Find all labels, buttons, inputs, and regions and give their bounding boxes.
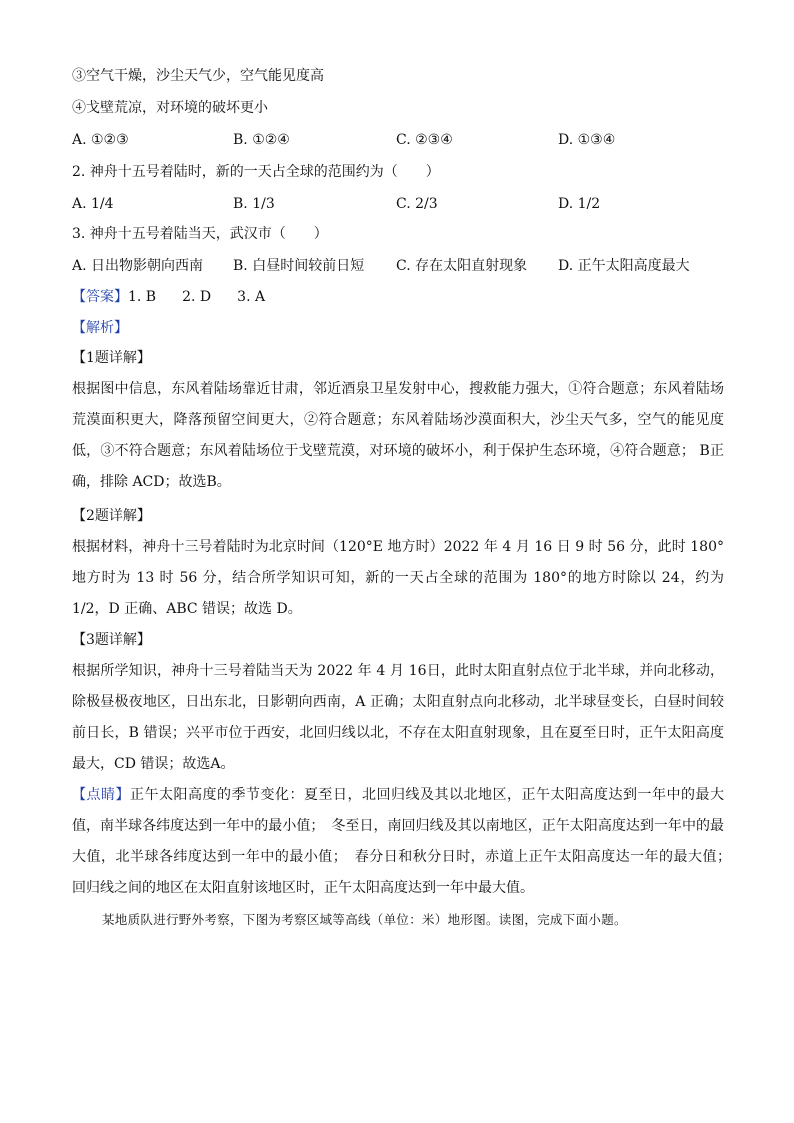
q2-option-c: C. 2/3 xyxy=(396,196,438,212)
analysis-label: 【解析】 xyxy=(72,320,128,336)
q3-option-a: A. 日出物影朝向西南 xyxy=(72,258,204,274)
detail-1-text: 根据图中信息，东风着陆场靠近甘肃，邻近酒泉卫星发射中心，搜救能力强大，①符合题意；东风着陆场荒漠面积更大，降落预留空间更大，②符合题意；东风着陆场沙漠面积大，沙尘天气多，空气的能见度低，③不符合题意；东风着陆场位于戈壁荒漠，对环境的破坏小，利于保护生态环境，④符合题意； B正确，排除 ACD；故选B。 xyxy=(72,381,724,490)
answer-label: 【答案】 xyxy=(72,289,128,305)
tip-label: 【点睛】 xyxy=(72,787,130,803)
q2-option-d: D. 1/2 xyxy=(558,196,601,212)
q2-option-a: A. 1/4 xyxy=(72,196,114,212)
q1-option-a: A. ①②③ xyxy=(72,132,129,148)
q3-stem: 3. 神舟十五号着陆当天，武汉市（ ） xyxy=(72,226,328,242)
q1-item-4: ④戈壁荒凉，对环境的破坏更小 xyxy=(72,100,268,116)
q2-stem: 2. 神舟十五号着陆时，新的一天占全球的范围约为（ ） xyxy=(72,164,440,180)
q2-option-b: B. 1/3 xyxy=(233,196,275,212)
q3-option-d: D. 正午太阳高度最大 xyxy=(558,258,690,274)
detail-3-text: 根据所学知识，神舟十三号着陆当天为 2022 年 4 月 16日，此时太阳直射点位于北半球，并向北移动，除极昼极夜地区，日出东北，日影朝向西南，A 正确；太阳直射点向北移动，北半球昼变长，白昼时间较前日长，B 错误；兴平市位于西安，北回归线以北，不存在太阳直射现象，且在夏至日时，正午太阳高度最大，CD 错误；故选A。 xyxy=(72,663,724,772)
q1-item-3: ③空气干燥，沙尘天气少，空气能见度高 xyxy=(72,68,324,84)
detail-2-label: 【2题详解】 xyxy=(72,508,151,524)
next-question-intro: 某地质队进行野外考察，下图为考察区域等高线（单位：米）地形图。读图，完成下面小题。 xyxy=(102,912,627,927)
q1-option-b: B. ①②④ xyxy=(233,132,290,148)
q1-option-d: D. ①③④ xyxy=(558,132,616,148)
detail-1-label: 【1题详解】 xyxy=(72,350,151,366)
answer-3: 3. A xyxy=(237,289,266,305)
answer-2: 2. D xyxy=(182,289,212,305)
q3-option-c: C. 存在太阳直射现象 xyxy=(396,258,528,274)
tip-block xyxy=(72,780,738,904)
answer-1: 1. B xyxy=(128,289,157,305)
tip-text: 正午太阳高度的季节变化：夏至日，北回归线及其以北地区，正午太阳高度达到一年中的最大值，南半球各纬度达到一年中的最小值； 冬至日，南回归线及其以南地区，正午太阳高度达到一年中的最大值，北半球各纬度达到一年中的最小值； 春分日和秋分日时，赤道上正午太阳高度达一年的最大值； 回归线之间的地区在太阳直射该地区时，正午太阳高度达到一年中最大值。 xyxy=(72,787,738,896)
detail-3-label: 【3题详解】 xyxy=(72,632,151,648)
q1-option-c: C. ②③④ xyxy=(396,132,453,148)
answer-line xyxy=(72,287,265,307)
q3-option-b: B. 白昼时间较前日短 xyxy=(233,258,365,274)
detail-2-text: 根据材料，神舟十三号着陆时为北京时间（120°E 地方时）2022 年 4 月 16 日 9 时 56 分，此时 180°地方时为 13 时 56 分，结合所学知识可知，新的一天占全球的范围为 180°的地方时除以 24，约为 1/2，D 正确、ABC 错误；故选 D。 xyxy=(72,539,724,617)
